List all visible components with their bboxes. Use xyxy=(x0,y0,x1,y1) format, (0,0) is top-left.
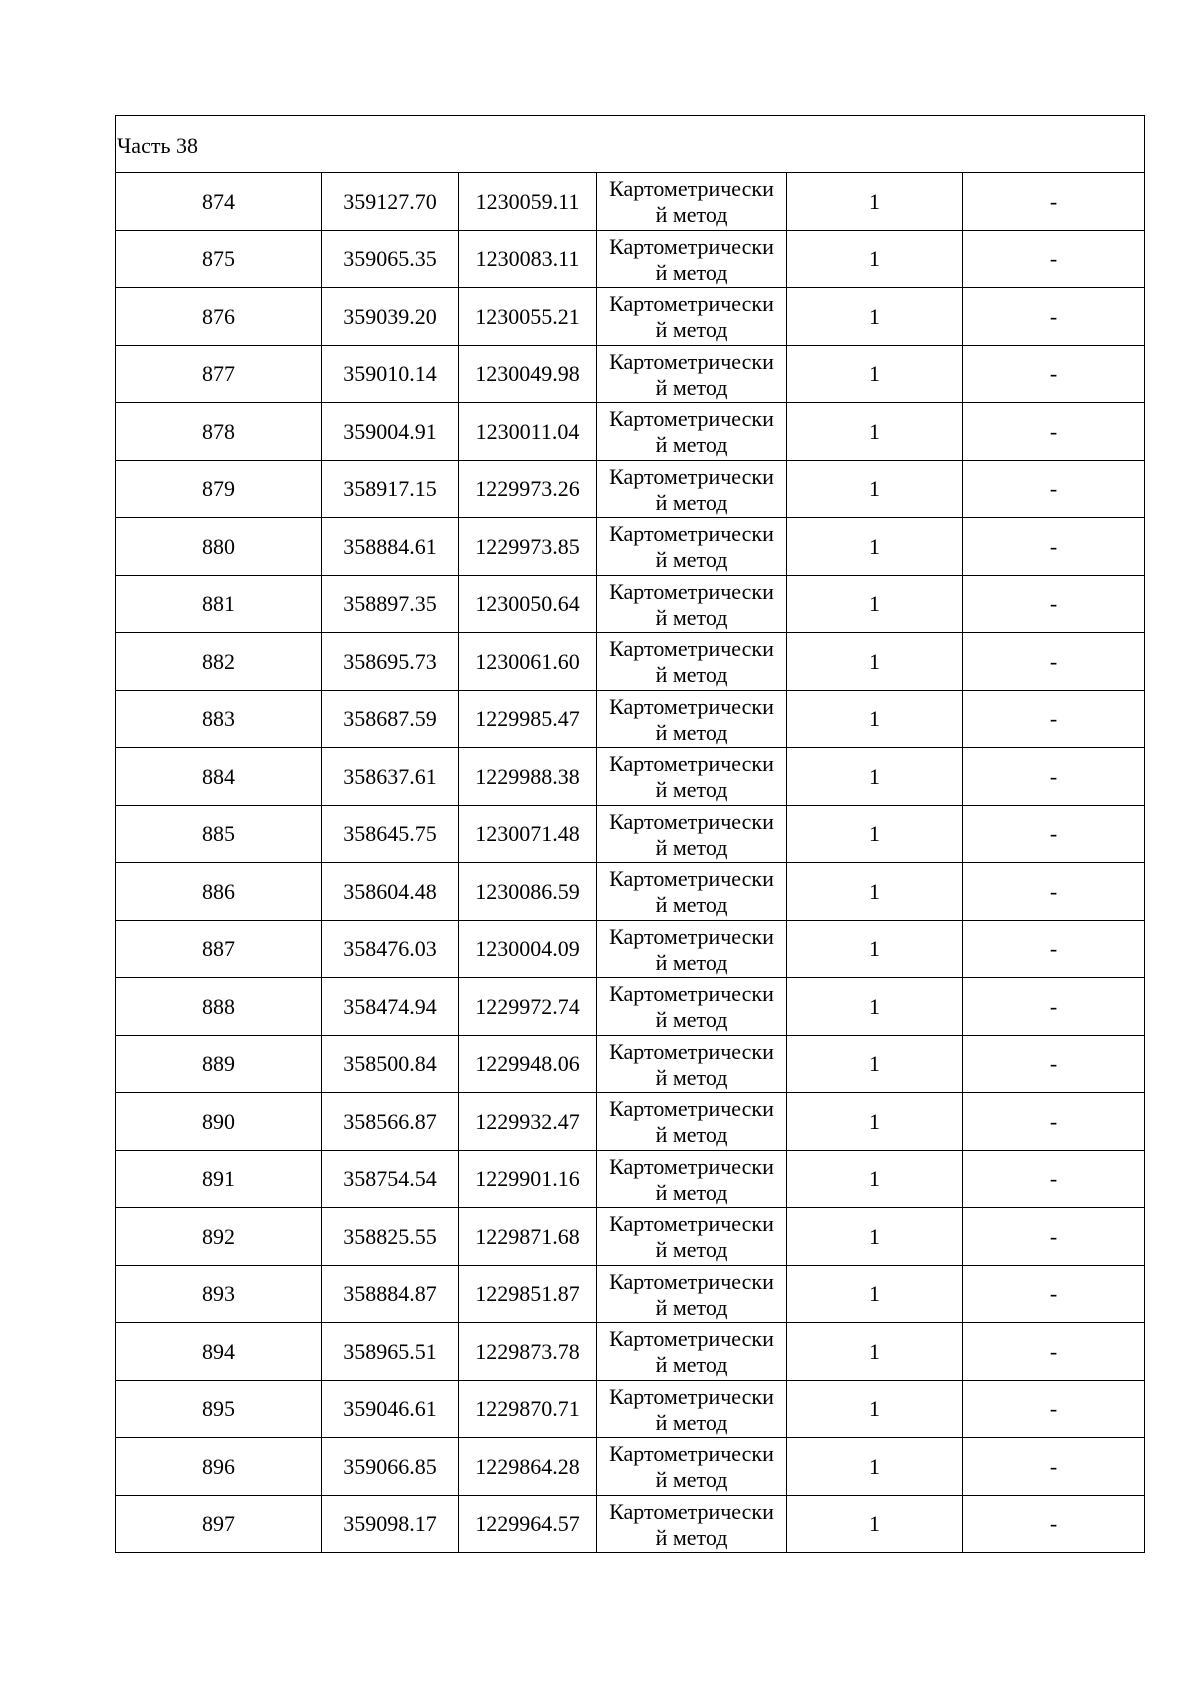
y-coordinate-cell: 1229871.68 xyxy=(459,1208,597,1266)
accuracy-cell: 1 xyxy=(787,748,963,806)
method-text-line2: й метод xyxy=(655,1524,728,1550)
method-text-line1: Картометрически xyxy=(609,348,774,374)
method-text-line1: Картометрически xyxy=(609,636,774,662)
point-number-cell: 880 xyxy=(116,518,322,576)
x-coordinate-cell: 359004.91 xyxy=(322,403,459,461)
point-number-cell: 878 xyxy=(116,403,322,461)
accuracy-cell: 1 xyxy=(787,1208,963,1266)
y-coordinate-cell: 1229988.38 xyxy=(459,748,597,806)
method-text-line2: й метод xyxy=(655,374,728,400)
point-number-cell: 884 xyxy=(116,748,322,806)
method-cell xyxy=(597,1323,787,1381)
method-text-line2: й метод xyxy=(655,1064,728,1090)
method-text-line2: й метод xyxy=(655,949,728,975)
x-coordinate-cell: 358645.75 xyxy=(322,805,459,863)
table-row xyxy=(116,288,1145,346)
point-number-cell: 893 xyxy=(116,1265,322,1323)
method-text-line1: Картометрически xyxy=(609,1096,774,1122)
table-row xyxy=(116,1150,1145,1208)
accuracy-cell: 1 xyxy=(787,575,963,633)
y-coordinate-cell: 1230083.11 xyxy=(459,230,597,288)
method-text-line2: й метод xyxy=(655,719,728,745)
x-coordinate-cell: 358474.94 xyxy=(322,978,459,1036)
accuracy-cell: 1 xyxy=(787,1093,963,1151)
table-row xyxy=(116,1323,1145,1381)
x-coordinate-cell: 358897.35 xyxy=(322,575,459,633)
table-row xyxy=(116,518,1145,576)
note-cell: - xyxy=(963,1093,1145,1151)
table-row xyxy=(116,403,1145,461)
method-text-line1: Картометрически xyxy=(609,1383,774,1409)
point-number-cell: 897 xyxy=(116,1495,322,1553)
method-text-line1: Картометрически xyxy=(609,406,774,432)
method-cell xyxy=(597,633,787,691)
accuracy-cell: 1 xyxy=(787,978,963,1036)
table-row xyxy=(116,1265,1145,1323)
method-cell xyxy=(597,1150,787,1208)
y-coordinate-cell: 1230061.60 xyxy=(459,633,597,691)
method-cell xyxy=(597,920,787,978)
x-coordinate-cell: 359010.14 xyxy=(322,345,459,403)
method-text-line2: й метод xyxy=(655,834,728,860)
method-cell xyxy=(597,1035,787,1093)
point-number-cell: 892 xyxy=(116,1208,322,1266)
note-cell: - xyxy=(963,978,1145,1036)
method-text-line2: й метод xyxy=(655,777,728,803)
x-coordinate-cell: 358500.84 xyxy=(322,1035,459,1093)
method-cell xyxy=(597,460,787,518)
point-number-cell: 887 xyxy=(116,920,322,978)
table-body xyxy=(116,116,1145,1553)
note-cell: - xyxy=(963,920,1145,978)
note-cell: - xyxy=(963,1265,1145,1323)
y-coordinate-cell: 1229985.47 xyxy=(459,690,597,748)
method-text-line2: й метод xyxy=(655,1409,728,1435)
accuracy-cell: 1 xyxy=(787,863,963,921)
x-coordinate-cell: 359127.70 xyxy=(322,173,459,231)
table-row xyxy=(116,1093,1145,1151)
y-coordinate-cell: 1229973.85 xyxy=(459,518,597,576)
method-cell xyxy=(597,1093,787,1151)
point-number-cell: 879 xyxy=(116,460,322,518)
point-number-cell: 882 xyxy=(116,633,322,691)
accuracy-cell: 1 xyxy=(787,1150,963,1208)
method-text-line1: Картометрически xyxy=(609,176,774,202)
method-text-line2: й метод xyxy=(655,547,728,573)
table-row xyxy=(116,460,1145,518)
note-cell: - xyxy=(963,805,1145,863)
accuracy-cell: 1 xyxy=(787,518,963,576)
note-cell: - xyxy=(963,633,1145,691)
note-cell: - xyxy=(963,1495,1145,1553)
table-row xyxy=(116,690,1145,748)
method-text-line2: й метод xyxy=(655,317,728,343)
note-cell: - xyxy=(963,1150,1145,1208)
x-coordinate-cell: 359065.35 xyxy=(322,230,459,288)
table-row xyxy=(116,863,1145,921)
table-row xyxy=(116,920,1145,978)
method-text-line1: Картометрически xyxy=(609,1153,774,1179)
accuracy-cell: 1 xyxy=(787,633,963,691)
method-text-line1: Картометрически xyxy=(609,1498,774,1524)
method-text-line2: й метод xyxy=(655,1237,728,1263)
method-text-line2: й метод xyxy=(655,432,728,458)
y-coordinate-cell: 1229932.47 xyxy=(459,1093,597,1151)
accuracy-cell: 1 xyxy=(787,1035,963,1093)
point-number-cell: 894 xyxy=(116,1323,322,1381)
x-coordinate-cell: 358884.87 xyxy=(322,1265,459,1323)
method-text-line1: Картометрически xyxy=(609,291,774,317)
method-text-line1: Картометрически xyxy=(609,1441,774,1467)
point-number-cell: 895 xyxy=(116,1380,322,1438)
x-coordinate-cell: 358476.03 xyxy=(322,920,459,978)
accuracy-cell: 1 xyxy=(787,920,963,978)
method-cell xyxy=(597,1495,787,1553)
note-cell: - xyxy=(963,345,1145,403)
accuracy-cell: 1 xyxy=(787,403,963,461)
x-coordinate-cell: 358825.55 xyxy=(322,1208,459,1266)
y-coordinate-cell: 1230011.04 xyxy=(459,403,597,461)
method-cell xyxy=(597,863,787,921)
part-label: Часть 38 xyxy=(116,116,1145,173)
y-coordinate-cell: 1229864.28 xyxy=(459,1438,597,1496)
note-cell: - xyxy=(963,1438,1145,1496)
method-text-line1: Картометрически xyxy=(609,1326,774,1352)
table-row xyxy=(116,345,1145,403)
note-cell: - xyxy=(963,863,1145,921)
point-number-cell: 896 xyxy=(116,1438,322,1496)
x-coordinate-cell: 358604.48 xyxy=(322,863,459,921)
accuracy-cell: 1 xyxy=(787,1380,963,1438)
table-row xyxy=(116,1035,1145,1093)
y-coordinate-cell: 1230055.21 xyxy=(459,288,597,346)
x-coordinate-cell: 358687.59 xyxy=(322,690,459,748)
note-cell: - xyxy=(963,1208,1145,1266)
x-coordinate-cell: 358965.51 xyxy=(322,1323,459,1381)
x-coordinate-cell: 359046.61 xyxy=(322,1380,459,1438)
method-cell xyxy=(597,173,787,231)
method-cell xyxy=(597,1380,787,1438)
x-coordinate-cell: 358695.73 xyxy=(322,633,459,691)
accuracy-cell: 1 xyxy=(787,1265,963,1323)
note-cell: - xyxy=(963,518,1145,576)
point-number-cell: 881 xyxy=(116,575,322,633)
y-coordinate-cell: 1230071.48 xyxy=(459,805,597,863)
method-text-line2: й метод xyxy=(655,1007,728,1033)
table-row xyxy=(116,1495,1145,1553)
coordinates-table xyxy=(115,115,1145,1553)
accuracy-cell: 1 xyxy=(787,173,963,231)
table-row xyxy=(116,575,1145,633)
method-cell xyxy=(597,748,787,806)
table-row xyxy=(116,1438,1145,1496)
method-cell xyxy=(597,1208,787,1266)
point-number-cell: 886 xyxy=(116,863,322,921)
method-cell xyxy=(597,230,787,288)
method-text-line2: й метод xyxy=(655,489,728,515)
x-coordinate-cell: 359098.17 xyxy=(322,1495,459,1553)
x-coordinate-cell: 358637.61 xyxy=(322,748,459,806)
y-coordinate-cell: 1230086.59 xyxy=(459,863,597,921)
method-text-line1: Картометрически xyxy=(609,751,774,777)
note-cell: - xyxy=(963,690,1145,748)
accuracy-cell: 1 xyxy=(787,345,963,403)
note-cell: - xyxy=(963,575,1145,633)
y-coordinate-cell: 1229972.74 xyxy=(459,978,597,1036)
accuracy-cell: 1 xyxy=(787,1438,963,1496)
table-row xyxy=(116,748,1145,806)
y-coordinate-cell: 1229851.87 xyxy=(459,1265,597,1323)
method-text-line1: Картометрически xyxy=(609,1268,774,1294)
note-cell: - xyxy=(963,173,1145,231)
accuracy-cell: 1 xyxy=(787,690,963,748)
point-number-cell: 888 xyxy=(116,978,322,1036)
accuracy-cell: 1 xyxy=(787,1323,963,1381)
method-cell xyxy=(597,345,787,403)
method-cell xyxy=(597,403,787,461)
table-row xyxy=(116,230,1145,288)
method-text-line2: й метод xyxy=(655,1467,728,1493)
method-text-line1: Картометрически xyxy=(609,693,774,719)
method-text-line2: й метод xyxy=(655,259,728,285)
method-text-line1: Картометрически xyxy=(609,866,774,892)
note-cell: - xyxy=(963,288,1145,346)
method-text-line1: Картометрически xyxy=(609,923,774,949)
method-text-line2: й метод xyxy=(655,662,728,688)
method-text-line1: Картометрически xyxy=(609,1211,774,1237)
y-coordinate-cell: 1229948.06 xyxy=(459,1035,597,1093)
method-text-line1: Картометрически xyxy=(609,578,774,604)
x-coordinate-cell: 358917.15 xyxy=(322,460,459,518)
method-cell xyxy=(597,690,787,748)
note-cell: - xyxy=(963,1380,1145,1438)
x-coordinate-cell: 358754.54 xyxy=(322,1150,459,1208)
part-header-row xyxy=(116,116,1145,173)
note-cell: - xyxy=(963,230,1145,288)
y-coordinate-cell: 1230059.11 xyxy=(459,173,597,231)
method-text-line2: й метод xyxy=(655,1122,728,1148)
y-coordinate-cell: 1229901.16 xyxy=(459,1150,597,1208)
table-row xyxy=(116,805,1145,863)
x-coordinate-cell: 359066.85 xyxy=(322,1438,459,1496)
accuracy-cell: 1 xyxy=(787,230,963,288)
table-row xyxy=(116,173,1145,231)
point-number-cell: 877 xyxy=(116,345,322,403)
x-coordinate-cell: 358566.87 xyxy=(322,1093,459,1151)
point-number-cell: 890 xyxy=(116,1093,322,1151)
y-coordinate-cell: 1229870.71 xyxy=(459,1380,597,1438)
x-coordinate-cell: 359039.20 xyxy=(322,288,459,346)
point-number-cell: 874 xyxy=(116,173,322,231)
accuracy-cell: 1 xyxy=(787,1495,963,1553)
method-cell xyxy=(597,978,787,1036)
method-cell xyxy=(597,805,787,863)
method-cell xyxy=(597,1265,787,1323)
method-cell xyxy=(597,288,787,346)
y-coordinate-cell: 1229964.57 xyxy=(459,1495,597,1553)
method-cell xyxy=(597,575,787,633)
note-cell: - xyxy=(963,403,1145,461)
note-cell: - xyxy=(963,1323,1145,1381)
table-row xyxy=(116,633,1145,691)
method-cell xyxy=(597,518,787,576)
table-row xyxy=(116,978,1145,1036)
y-coordinate-cell: 1229873.78 xyxy=(459,1323,597,1381)
point-number-cell: 885 xyxy=(116,805,322,863)
point-number-cell: 883 xyxy=(116,690,322,748)
table-row xyxy=(116,1208,1145,1266)
method-text-line1: Картометрически xyxy=(609,521,774,547)
point-number-cell: 875 xyxy=(116,230,322,288)
note-cell: - xyxy=(963,460,1145,518)
point-number-cell: 891 xyxy=(116,1150,322,1208)
accuracy-cell: 1 xyxy=(787,805,963,863)
note-cell: - xyxy=(963,1035,1145,1093)
method-text-line1: Картометрически xyxy=(609,463,774,489)
y-coordinate-cell: 1230004.09 xyxy=(459,920,597,978)
table-row xyxy=(116,1380,1145,1438)
point-number-cell: 889 xyxy=(116,1035,322,1093)
method-text-line2: й метод xyxy=(655,604,728,630)
note-cell: - xyxy=(963,748,1145,806)
y-coordinate-cell: 1230050.64 xyxy=(459,575,597,633)
method-text-line1: Картометрически xyxy=(609,808,774,834)
accuracy-cell: 1 xyxy=(787,460,963,518)
method-text-line1: Картометрически xyxy=(609,1038,774,1064)
method-cell xyxy=(597,1438,787,1496)
method-text-line2: й метод xyxy=(655,892,728,918)
method-text-line1: Картометрически xyxy=(609,981,774,1007)
y-coordinate-cell: 1229973.26 xyxy=(459,460,597,518)
y-coordinate-cell: 1230049.98 xyxy=(459,345,597,403)
method-text-line2: й метод xyxy=(655,1294,728,1320)
x-coordinate-cell: 358884.61 xyxy=(322,518,459,576)
method-text-line2: й метод xyxy=(655,1352,728,1378)
method-text-line2: й метод xyxy=(655,1179,728,1205)
accuracy-cell: 1 xyxy=(787,288,963,346)
method-text-line2: й метод xyxy=(655,202,728,228)
point-number-cell: 876 xyxy=(116,288,322,346)
method-text-line1: Картометрически xyxy=(609,233,774,259)
